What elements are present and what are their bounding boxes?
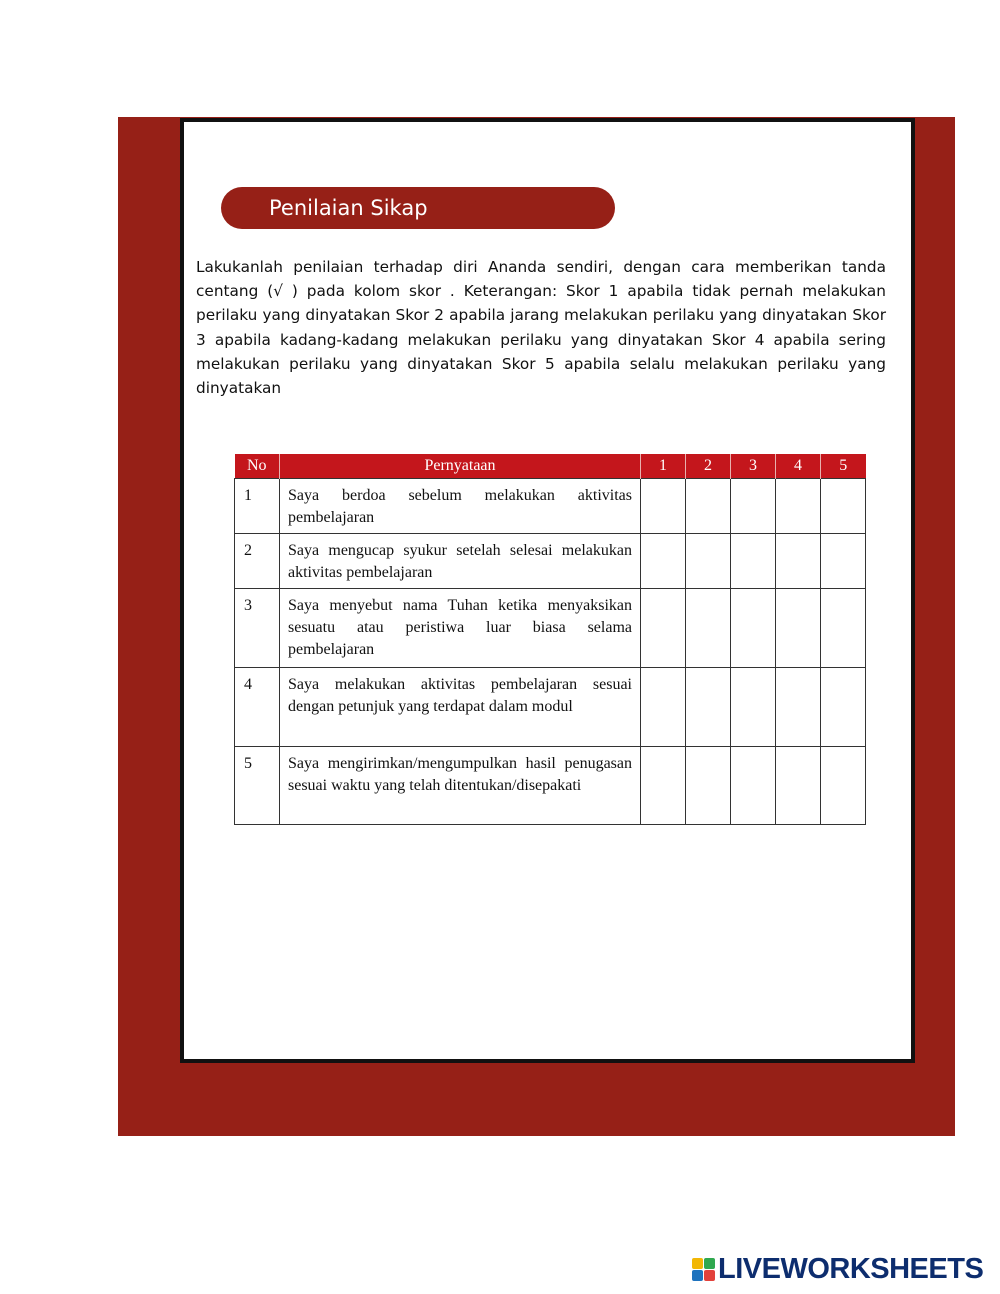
score-cell-1[interactable] xyxy=(641,589,686,668)
header-score-3: 3 xyxy=(731,454,776,479)
score-cell-2[interactable] xyxy=(686,668,731,747)
score-cell-1[interactable] xyxy=(641,747,686,825)
header-score-2: 2 xyxy=(686,454,731,479)
header-no: No xyxy=(235,454,280,479)
score-cell-3[interactable] xyxy=(731,668,776,747)
score-cell-4[interactable] xyxy=(776,589,821,668)
score-cell-3[interactable] xyxy=(731,589,776,668)
row-number: 1 xyxy=(235,479,280,534)
attitude-assessment-table xyxy=(234,454,866,825)
liveworksheets-logo xyxy=(692,1254,983,1284)
section-title-banner xyxy=(221,187,615,229)
score-cell-4[interactable] xyxy=(776,479,821,534)
score-cell-5[interactable] xyxy=(821,668,866,747)
score-cell-4[interactable] xyxy=(776,668,821,747)
table-header-row xyxy=(235,454,866,479)
score-cell-4[interactable] xyxy=(776,534,821,589)
table-row xyxy=(235,534,866,589)
score-cell-1[interactable] xyxy=(641,534,686,589)
row-statement: Saya menyebut nama Tuhan ketika menyaksikan sesuatu atau peristiwa luar biasa selama pembelajaran xyxy=(280,589,641,668)
score-cell-2[interactable] xyxy=(686,479,731,534)
logo-wordmark: LIVEWORKSHEETS xyxy=(718,1253,984,1285)
score-cell-5[interactable] xyxy=(821,479,866,534)
score-cell-2[interactable] xyxy=(686,534,731,589)
row-number: 5 xyxy=(235,747,280,825)
score-cell-1[interactable] xyxy=(641,479,686,534)
row-statement: Saya mengucap syukur setelah selesai melakukan aktivitas pembelajaran xyxy=(280,534,641,589)
logo-grid-icon xyxy=(692,1258,715,1281)
instructions-paragraph: Lakukanlah penilaian terhadap diri Ananda sendiri, dengan cara memberikan tanda centang (√ ) pada kolom skor . Keterangan: Skor 1 apabila tidak pernah melakukan perilaku yang dinyatakan Skor 2 apabila jarang melakukan perilaku yang dinyatakan Skor 3 apabila kadang-kadang melakukan perilaku yang dinyatakan Skor 4 apabila sering melakukan perilaku yang dinyatakan Skor 5 apabila selalu melakukan perilaku yang dinyatakan xyxy=(196,258,886,398)
row-number: 2 xyxy=(235,534,280,589)
header-score-5: 5 xyxy=(821,454,866,479)
table-row xyxy=(235,479,866,534)
score-cell-3[interactable] xyxy=(731,479,776,534)
score-cell-1[interactable] xyxy=(641,668,686,747)
score-cell-4[interactable] xyxy=(776,747,821,825)
score-cell-3[interactable] xyxy=(731,747,776,825)
score-cell-2[interactable] xyxy=(686,589,731,668)
row-statement: Saya berdoa sebelum melakukan aktivitas pembelajaran xyxy=(280,479,641,534)
row-statement: Saya melakukan aktivitas pembelajaran sesuai dengan petunjuk yang terdapat dalam modul xyxy=(280,668,641,747)
score-cell-3[interactable] xyxy=(731,534,776,589)
score-cell-2[interactable] xyxy=(686,747,731,825)
row-statement: Saya mengirimkan/mengumpulkan hasil penugasan sesuai waktu yang telah ditentukan/disepakati xyxy=(280,747,641,825)
score-cell-5[interactable] xyxy=(821,589,866,668)
table-row xyxy=(235,589,866,668)
row-number: 3 xyxy=(235,589,280,668)
section-title: Penilaian Sikap xyxy=(269,196,428,220)
header-statement: Pernyataan xyxy=(280,454,641,479)
score-cell-5[interactable] xyxy=(821,747,866,825)
table-row xyxy=(235,668,866,747)
header-score-4: 4 xyxy=(776,454,821,479)
table-row xyxy=(235,747,866,825)
row-number: 4 xyxy=(235,668,280,747)
header-score-1: 1 xyxy=(641,454,686,479)
score-cell-5[interactable] xyxy=(821,534,866,589)
